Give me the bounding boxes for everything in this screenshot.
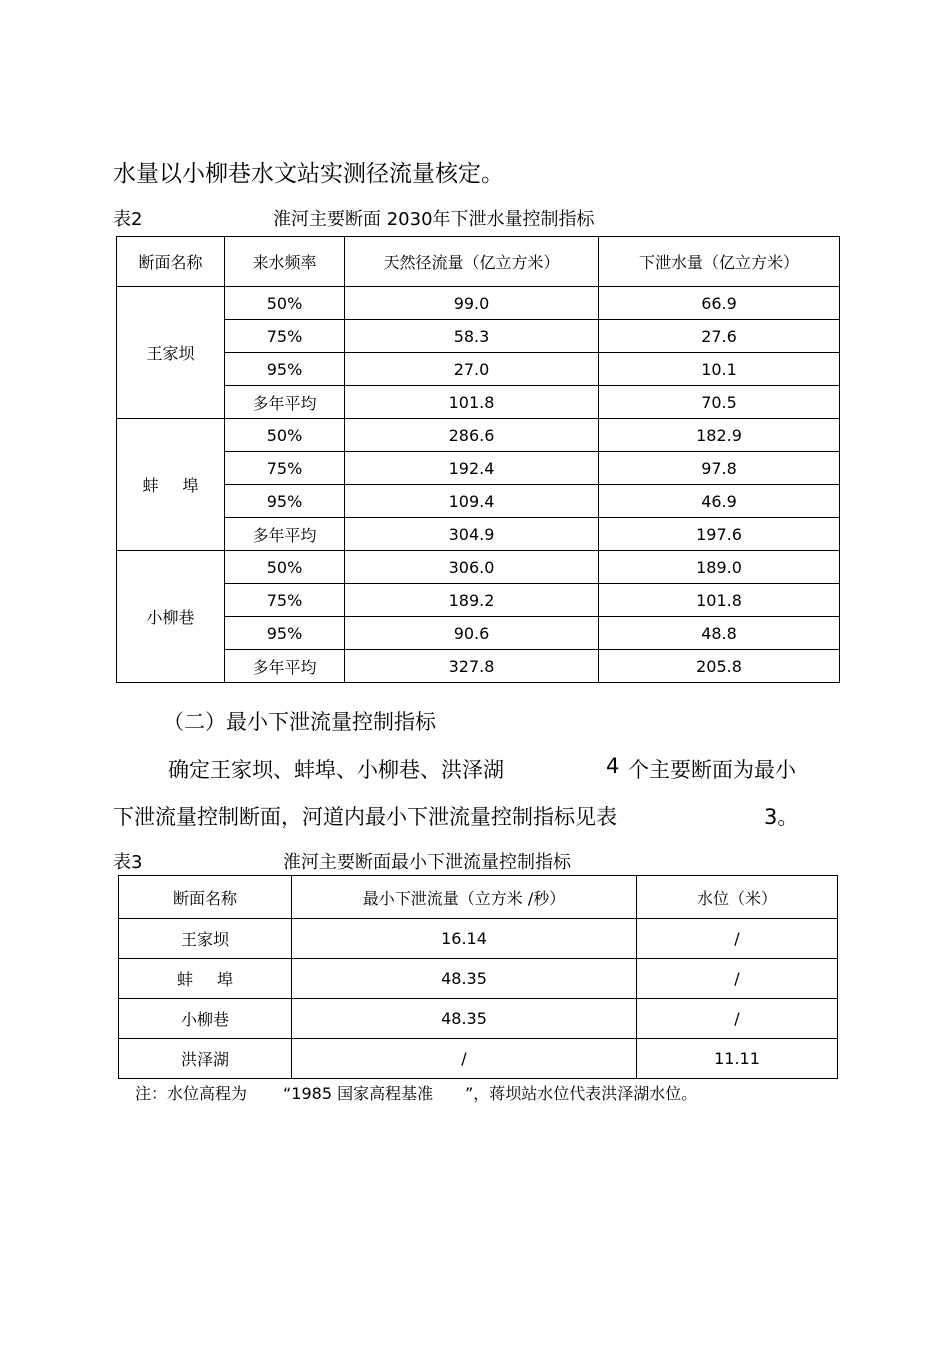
- natural-runoff-cell: 90.6: [345, 617, 599, 650]
- natural-runoff-cell: 27.0: [345, 353, 599, 386]
- table-row: [119, 919, 838, 959]
- table-row: [117, 650, 840, 683]
- natural-runoff-cell: 109.4: [345, 485, 599, 518]
- discharge-cell: 205.8: [599, 650, 840, 683]
- min-flow-cell: 48.35: [292, 999, 637, 1039]
- header-min-flow: 最小下泄流量（立方米 /秒）: [292, 876, 637, 919]
- table3-label: 表3: [113, 852, 143, 873]
- table-row: [119, 959, 838, 999]
- paragraph-line1-rest: 个主要断面为最小: [628, 758, 796, 782]
- table3-header-row: [119, 876, 838, 919]
- paragraph-line1-number: 4: [606, 754, 620, 778]
- header-section-name: 断面名称: [119, 876, 292, 919]
- frequency-cell: 95%: [225, 353, 345, 386]
- note-prefix: 注：水位高程为: [135, 1084, 248, 1103]
- water-level-cell: 11.11: [637, 1039, 838, 1079]
- frequency-cell: 50%: [225, 419, 345, 452]
- table-row: [117, 419, 840, 452]
- section-name-cell: 王家坝: [117, 287, 225, 419]
- table2-header-row: [117, 237, 840, 287]
- table-row: [117, 452, 840, 485]
- section-name-cell: 蚌埠: [119, 959, 292, 999]
- discharge-cell: 66.9: [599, 287, 840, 320]
- water-level-cell: /: [637, 919, 838, 959]
- section-name-cell: 小柳巷: [119, 999, 292, 1039]
- frequency-cell: 50%: [225, 287, 345, 320]
- paragraph-line2: 下泄流量控制断面，河道内最小下泄流量控制指标见表: [113, 805, 617, 829]
- discharge-cell: 46.9: [599, 485, 840, 518]
- table2-discharge-indicators: [116, 236, 840, 683]
- paragraph-line1: 确定王家坝、蚌埠、小柳巷、洪泽湖: [168, 758, 504, 782]
- table-row: [117, 320, 840, 353]
- note-rest: ”，蒋坝站水位代表洪泽湖水位。: [465, 1084, 698, 1103]
- frequency-cell: 50%: [225, 551, 345, 584]
- natural-runoff-cell: 327.8: [345, 650, 599, 683]
- header-discharge-volume: 下泄水量（亿立方米）: [599, 237, 840, 287]
- paragraph-line2-number: 3。: [764, 805, 799, 829]
- section-name-cell: 洪泽湖: [119, 1039, 292, 1079]
- discharge-cell: 97.8: [599, 452, 840, 485]
- natural-runoff-cell: 58.3: [345, 320, 599, 353]
- frequency-cell: 多年平均: [225, 386, 345, 419]
- frequency-cell: 95%: [225, 617, 345, 650]
- discharge-cell: 27.6: [599, 320, 840, 353]
- header-water-level: 水位（米）: [637, 876, 838, 919]
- table-row: [119, 999, 838, 1039]
- natural-runoff-cell: 99.0: [345, 287, 599, 320]
- water-level-cell: /: [637, 999, 838, 1039]
- discharge-cell: 101.8: [599, 584, 840, 617]
- natural-runoff-cell: 101.8: [345, 386, 599, 419]
- discharge-cell: 48.8: [599, 617, 840, 650]
- natural-runoff-cell: 286.6: [345, 419, 599, 452]
- section-heading: （二）最小下泄流量控制指标: [163, 710, 436, 734]
- table3-min-flow-indicators: [118, 875, 838, 1079]
- table-row: [117, 386, 840, 419]
- table-row: [117, 584, 840, 617]
- frequency-cell: 多年平均: [225, 518, 345, 551]
- discharge-cell: 197.6: [599, 518, 840, 551]
- frequency-cell: 75%: [225, 584, 345, 617]
- natural-runoff-cell: 306.0: [345, 551, 599, 584]
- section-name-cell: 王家坝: [119, 919, 292, 959]
- lead-paragraph: 水量以小柳巷水文站实测径流量核定。: [113, 161, 504, 187]
- min-flow-cell: /: [292, 1039, 637, 1079]
- min-flow-cell: 48.35: [292, 959, 637, 999]
- header-natural-runoff: 天然径流量（亿立方米）: [345, 237, 599, 287]
- discharge-cell: 189.0: [599, 551, 840, 584]
- discharge-cell: 182.9: [599, 419, 840, 452]
- note-datum: “1985 国家高程基准: [283, 1084, 434, 1103]
- table-row: [117, 353, 840, 386]
- table-row: [119, 1039, 838, 1079]
- natural-runoff-cell: 192.4: [345, 452, 599, 485]
- water-level-cell: /: [637, 959, 838, 999]
- table-row: [117, 617, 840, 650]
- table-row: [117, 518, 840, 551]
- discharge-cell: 70.5: [599, 386, 840, 419]
- table3-title: 淮河主要断面最小下泄流量控制指标: [283, 852, 571, 873]
- table-row: [117, 551, 840, 584]
- header-inflow-frequency: 来水频率: [225, 237, 345, 287]
- min-flow-cell: 16.14: [292, 919, 637, 959]
- frequency-cell: 75%: [225, 452, 345, 485]
- table2-title: 淮河主要断面 2030年下泄水量控制指标: [273, 209, 595, 230]
- natural-runoff-cell: 189.2: [345, 584, 599, 617]
- section-name-cell: 小柳巷: [117, 551, 225, 683]
- table-row: [117, 485, 840, 518]
- discharge-cell: 10.1: [599, 353, 840, 386]
- section-name-cell: 蚌埠: [117, 419, 225, 551]
- table-row: [117, 287, 840, 320]
- frequency-cell: 多年平均: [225, 650, 345, 683]
- natural-runoff-cell: 304.9: [345, 518, 599, 551]
- frequency-cell: 75%: [225, 320, 345, 353]
- header-section-name: 断面名称: [117, 237, 225, 287]
- table2-label: 表2: [113, 209, 143, 230]
- frequency-cell: 95%: [225, 485, 345, 518]
